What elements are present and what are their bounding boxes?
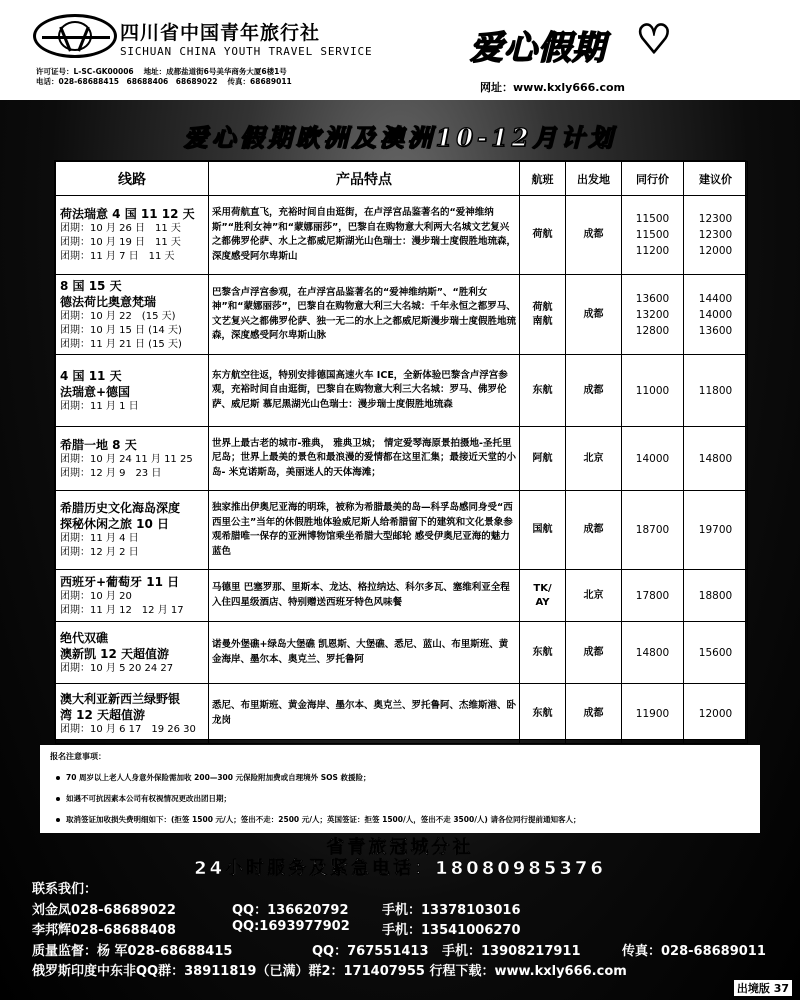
license-label: 许可证号： — [36, 67, 74, 76]
suggested-price: 14400 — [698, 292, 733, 305]
contact-qq: QQ：767551413 — [312, 943, 429, 959]
suggested-price: 14000 — [698, 308, 733, 321]
route-name: 法瑞意+德国 — [60, 384, 131, 399]
table-header-row — [56, 162, 748, 196]
airline: 东航 — [520, 684, 566, 744]
company-logo — [33, 14, 117, 58]
airline: 阿航 — [520, 427, 566, 491]
product-features: 世界上最古老的城市-雅典， 雅典卫城； 情定爱琴海原景拍摄地-圣托里尼岛；世界上最美的景色和最浪漫的爱情都在这里汇集；最接近天堂的小岛- 米克诺斯岛，美丽迷人的天体海滩； — [209, 427, 520, 491]
table-row — [56, 355, 748, 427]
departure-city: 成都 — [566, 196, 622, 275]
header-suggested-price: 建议价 — [684, 162, 748, 196]
departure-city: 成都 — [566, 622, 622, 684]
trade-price-cell — [622, 684, 684, 744]
airline: TK/ AY — [520, 570, 566, 622]
route-cell — [56, 427, 209, 491]
company-name-cn: 四川省中国青年旅行社 — [120, 22, 321, 44]
trade-price-cell — [622, 491, 684, 570]
departure-date: 团期：10 月 15 日 (14 天) — [60, 324, 182, 336]
product-features: 独家推出伊奥尼亚海的明珠，被称为希腊最美的岛—科孚岛感同身受“西西里公主”当年的休假胜地体验威尼斯人给希腊留下的建筑和文化景象参观希腊唯一保存的亚洲博物馆乘坐希腊大型邮轮 感受伊奥尼亚海的魅力蓝色 — [209, 491, 520, 570]
product-features: 采用荷航直飞，充裕时间自由逛街，在卢浮宫品鉴著名的“爱神维纳斯”“胜利女神”和“蒙娜丽莎”，巴黎自在购物意大利两大名城文艺复兴之都佛罗伦萨、水上之都威尼斯湖光山色瑞士：漫步瑞士度假胜地琉森，深度感受阿尔卑斯山 — [209, 196, 520, 275]
suggested-price-cell — [684, 196, 748, 275]
airline: 荷航 — [520, 196, 566, 275]
suggested-price: 13600 — [698, 324, 733, 337]
address: 成都盐道街6号美华商务大厦6楼1号 — [166, 67, 287, 76]
route-name: 8 国 15 天 — [60, 278, 122, 293]
contact-row — [32, 919, 792, 940]
departure-city: 成都 — [566, 275, 622, 355]
fax: 68689011 — [250, 77, 292, 86]
trade-price-cell — [622, 196, 684, 275]
contact-row — [32, 940, 792, 961]
contact-block — [32, 878, 792, 981]
suggested-price-cell — [684, 622, 748, 684]
website-label: 网址： — [480, 81, 513, 94]
branch-name: 省青旅冠城分社 — [326, 837, 474, 858]
phones: 028-68688415 68688406 68689022 — [58, 77, 218, 86]
departure-date: 团期：10 月 22 (15 天) — [60, 310, 176, 322]
contact-qq: QQ：136620792 — [232, 902, 349, 918]
suggested-price: 12000 — [698, 707, 733, 720]
header-airline: 航班 — [520, 162, 566, 196]
contact-qq: QQ:1693977902 — [232, 919, 350, 934]
route-name: 绝代双礁 — [60, 630, 109, 645]
product-features: 东方航空往返，特别安排德国高速火车 ICE，全新体验巴黎含卢浮宫参观，充裕时间自由逛街，巴黎自在购物意大利三大名城：罗马、佛罗伦萨、威尼斯 慕尼黑湖光山色瑞士：漫步瑞士度假胜地琉森 — [209, 355, 520, 427]
phone-label: 电话： — [36, 77, 59, 86]
contact-row — [32, 960, 792, 981]
heart-icon: ♡ — [636, 17, 672, 63]
table-row — [56, 570, 748, 622]
route-name: 探秘休闲之旅 10 日 — [60, 517, 170, 531]
suggested-price: 18800 — [698, 589, 733, 602]
table-row — [56, 684, 748, 744]
suggested-price-cell — [684, 275, 748, 355]
trade-price-cell — [622, 427, 684, 491]
trade-price: 18700 — [635, 524, 670, 536]
trade-price-cell — [622, 275, 684, 355]
departure-date: 团期：10 月 24 11 月 11 25 — [60, 453, 193, 465]
trade-price: 11200 — [635, 245, 670, 257]
airline: 东航 — [520, 355, 566, 427]
route-name: 德法荷比奥意梵瑞 — [60, 294, 157, 309]
suggested-price-cell — [684, 570, 748, 622]
route-cell — [56, 491, 209, 570]
trade-price-cell — [622, 355, 684, 427]
departure-date: 团期：11 月 1 日 — [60, 400, 139, 412]
contact-fax: 传真：028-68689011 — [622, 943, 766, 959]
table-row — [56, 491, 748, 570]
qq-groups-download: 俄罗斯印度中东非QQ群：38911819（已满）群2：171407955 行程下载：www.kxly666.com — [32, 964, 627, 979]
airline: 东航 — [520, 622, 566, 684]
product-features: 诺曼外堡礁+绿岛大堡礁 凯恩斯、大堡礁、悉尼、蓝山、布里斯班、黄金海岸、墨尔本、奥克兰、罗托鲁阿 — [209, 622, 520, 684]
notes-title: 报名注意事项： — [50, 752, 106, 761]
route-cell — [56, 355, 209, 427]
header-features: 产品特点 — [209, 162, 520, 196]
trade-price: 13200 — [635, 308, 670, 321]
departure-city: 成都 — [566, 684, 622, 744]
trade-price: 12800 — [635, 324, 670, 337]
route-name: 澳新凯 12 天超值游 — [60, 646, 170, 661]
suggested-price: 15600 — [698, 646, 733, 659]
departure-date: 团期：12 月 9 23 日 — [60, 467, 162, 479]
departure-city: 北京 — [566, 570, 622, 622]
route-cell — [56, 622, 209, 684]
suggested-price: 12000 — [698, 245, 733, 257]
airline: 荷航 南航 — [520, 275, 566, 355]
table-row — [56, 427, 748, 491]
trade-price-cell — [622, 622, 684, 684]
route-name: 西班牙+葡萄牙 11 日 — [60, 574, 180, 589]
route-cell — [56, 684, 209, 744]
header-departure: 出发地 — [566, 162, 622, 196]
departure-date: 团期：10 月 5 20 24 27 — [60, 662, 174, 674]
quality-supervisor: 质量监督：杨 军028-68688415 — [32, 943, 233, 959]
website-url[interactable]: www.kxly666.com — [513, 81, 625, 94]
suggested-price-cell — [684, 427, 748, 491]
departure-date: 团期：12 月 2 日 — [60, 547, 139, 558]
route-name: 湾 12 天超值游 — [60, 707, 146, 722]
itinerary-table — [54, 160, 746, 740]
brand-logo-text: 爱心假期 — [470, 28, 606, 67]
company-name-en: SICHUAN CHINA YOUTH TRAVEL SERVICE — [120, 45, 373, 58]
contact-name-phone: 刘金凤028-68689022 — [32, 902, 176, 918]
suggested-price: 19700 — [698, 524, 733, 536]
page-number: 出境版 37 — [734, 980, 792, 996]
suggested-price: 12300 — [698, 213, 733, 225]
trade-price: 11500 — [635, 213, 670, 225]
suggested-price-cell — [684, 355, 748, 427]
trade-price: 11500 — [635, 229, 670, 241]
route-name: 澳大利亚新西兰绿野银 — [60, 691, 181, 706]
table-row — [56, 622, 748, 684]
departure-date: 团期：11 月 7 日 11 天 — [60, 251, 175, 262]
trade-price: 14800 — [635, 646, 670, 659]
product-features: 马德里 巴塞罗那、里斯本、龙达、格拉纳达、科尔多瓦、塞维利亚全程入住四星级酒店、特别赠送西班牙特色风味餐 — [209, 570, 520, 622]
departure-date: 团期：10 月 26 日 11 天 — [60, 223, 181, 234]
trade-price: 13600 — [635, 292, 670, 305]
contact-mobile: 手机：13378103016 — [382, 902, 521, 918]
route-name: 希腊一地 8 天 — [60, 437, 137, 452]
airline: 国航 — [520, 491, 566, 570]
suggested-price: 11800 — [698, 384, 733, 397]
header-route: 线路 — [56, 162, 209, 196]
table-row — [56, 275, 748, 355]
contact-heading: 联系我们： — [32, 882, 98, 897]
trade-price-cell — [622, 570, 684, 622]
contact-heading-row — [32, 878, 792, 899]
contact-name-phone: 李邦辉028-68688408 — [32, 923, 176, 938]
license-number: L-SC-GK00006 — [73, 67, 134, 76]
route-cell — [56, 275, 209, 355]
contact-mobile: 手机：13908217911 — [442, 943, 581, 959]
suggested-price: 14800 — [698, 452, 733, 465]
note-item: 70 周岁以上老人人身意外保险需加收 200—300 元保险附加费或自理境外 SOS 救援险； — [50, 767, 750, 788]
address-label: 地址： — [143, 67, 167, 76]
departure-date: 团期：10 月 19 日 11 天 — [60, 237, 181, 248]
route-cell — [56, 196, 209, 275]
table-row — [56, 196, 748, 275]
route-name: 希腊历史文化海岛深度 — [60, 501, 181, 515]
website-line[interactable] — [480, 79, 625, 95]
header-trade-price: 同行价 — [622, 162, 684, 196]
route-cell — [56, 570, 209, 622]
registration-notes — [40, 745, 760, 833]
phone-fax-line — [36, 76, 302, 87]
departure-city: 成都 — [566, 355, 622, 427]
note-item: 如遇不可抗因素本公司有权视情况更改出团日期； — [50, 788, 750, 809]
route-name: 荷法瑞意 4 国 11 12 天 — [60, 207, 195, 221]
route-name: 4 国 11 天 — [60, 368, 122, 383]
departure-date: 团期：11 月 21 日 (15 天) — [60, 338, 182, 350]
trade-price: 11000 — [635, 384, 670, 397]
page-title: 爱心假期欧洲及澳洲10-12月计划 — [183, 123, 617, 152]
trade-price: 14000 — [635, 452, 670, 465]
trade-price: 11900 — [635, 707, 670, 720]
departure-date: 团期：10 月 6 17 19 26 30 — [60, 723, 196, 735]
departure-date: 团期：10 月 20 — [60, 590, 132, 602]
emergency-hotline: 24小时服务及紧急电话：18080985376 — [194, 858, 606, 879]
fax-label: 传真： — [227, 77, 251, 86]
product-features: 悉尼、布里斯班、黄金海岸、墨尔本、奥克兰、罗托鲁阿、杰维斯港、卧龙岗 — [209, 684, 520, 744]
contact-row — [32, 899, 792, 920]
departure-city: 北京 — [566, 427, 622, 491]
header — [0, 0, 800, 100]
suggested-price-cell — [684, 491, 748, 570]
departure-date: 团期：11 月 4 日 — [60, 533, 139, 544]
product-features: 巴黎含卢浮宫参观，在卢浮宫品鉴著名的“爱神维纳斯”、“胜利女神”和“蒙娜丽莎”，巴黎自在购物意大利三大名城：千年永恒之都罗马、文艺复兴之都佛罗伦萨、独一无二的水上之都威尼斯漫步瑞士度假胜地琉森，深度感受阿尔卑斯山脉 — [209, 275, 520, 355]
contact-mobile: 手机：13541006270 — [382, 923, 521, 938]
suggested-price: 12300 — [698, 229, 733, 241]
departure-date: 团期：11 月 12 12 月 17 — [60, 604, 184, 616]
suggested-price-cell — [684, 684, 748, 744]
departure-city: 成都 — [566, 491, 622, 570]
trade-price: 17800 — [635, 589, 670, 602]
note-item: 取消签证加收损失费明细如下：(拒签 1500 元/人；签出不走：2500 元/人；英国签证：拒签 1500/人，签出不走 3500/人) 请各位同行提前通知客人； — [50, 809, 750, 830]
